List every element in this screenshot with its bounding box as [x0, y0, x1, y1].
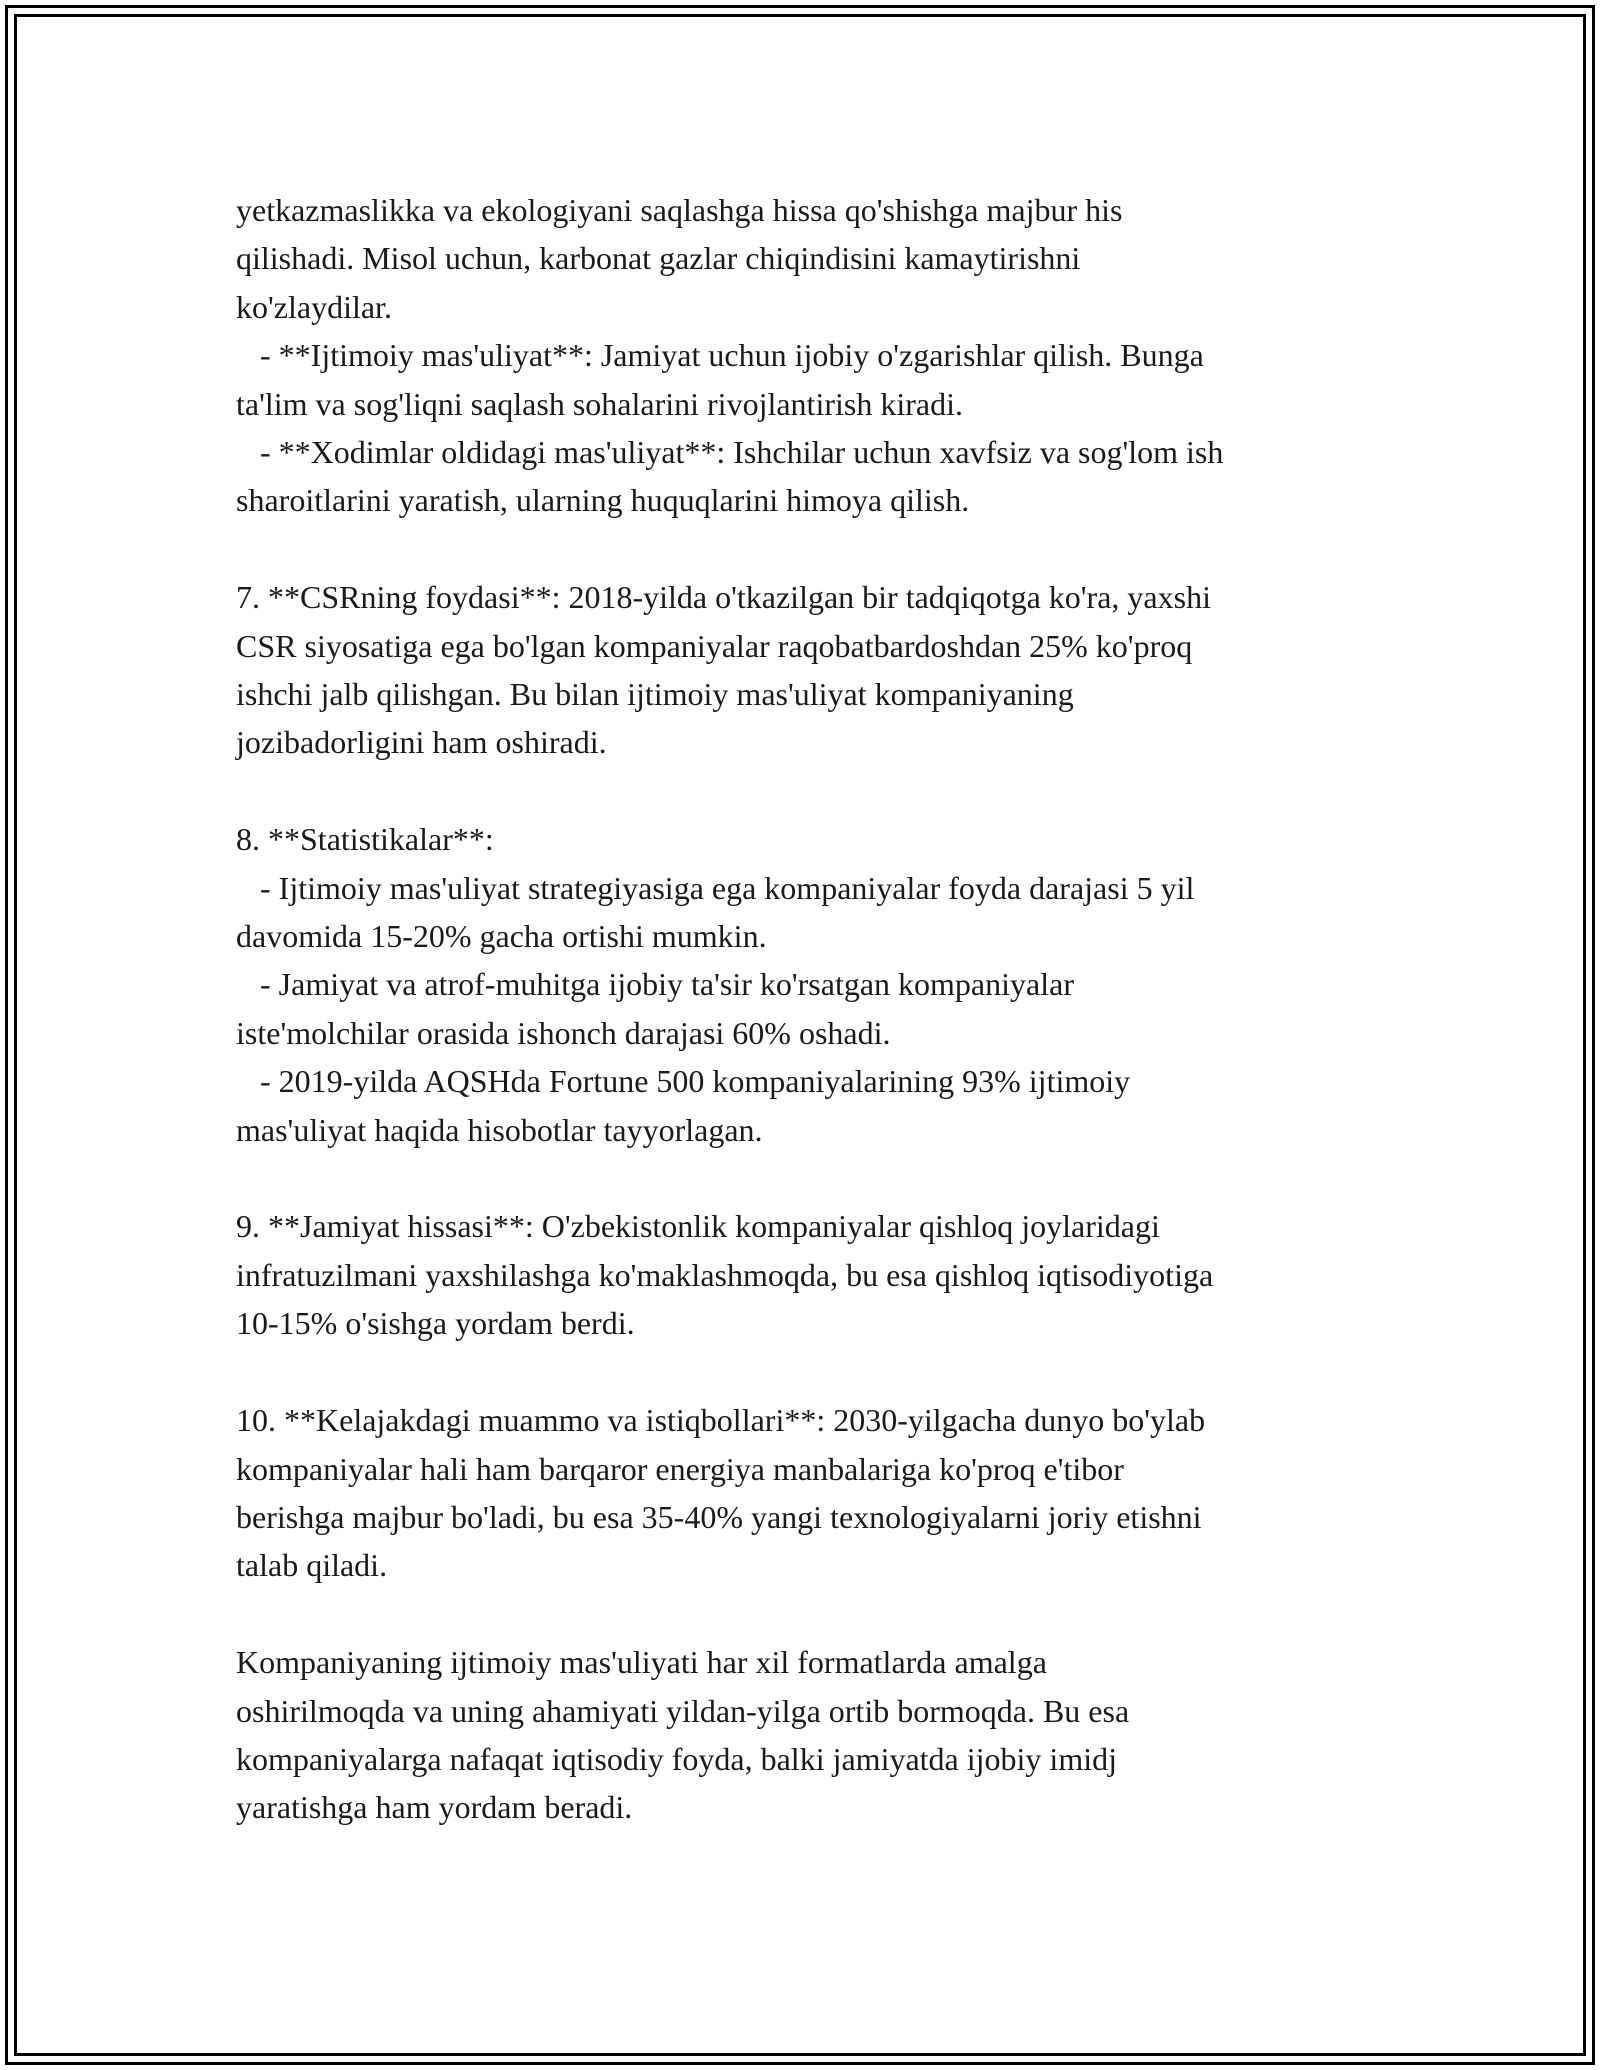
text-line: ko'zlaydilar. [236, 288, 392, 325]
text-line: - Ijtimoiy mas'uliyat strategiyasiga ega kompaniyalar foyda darajasi 5 yil [236, 869, 1195, 906]
text-line: - 2019-yilda AQSHda Fortune 500 kompaniyalarining 93% ijtimoiy [236, 1063, 1131, 1100]
text-line: 9. **Jamiyat hissasi**: O'zbekistonlik kompaniyalar qishloq joylaridagi [236, 1208, 1160, 1245]
text-line: 7. **CSRning foydasi**: 2018-yilda o'tkazilgan bir tadqiqotga ko'ra, yaxshi [236, 579, 1211, 616]
text-line: - **Ijtimoiy mas'uliyat**: Jamiyat uchun ijobiy o'zgarishlar qilish. Bunga [236, 337, 1204, 374]
text-line: talab qiladi. [236, 1547, 388, 1584]
text-line: kompaniyalarga nafaqat iqtisodiy foyda, balki jamiyatda ijobiy imidj [236, 1740, 1117, 1777]
text-line: jozibadorligini ham oshiradi. [236, 724, 607, 761]
text-line: - Jamiyat va atrof-muhitga ijobiy ta'sir ko'rsatgan kompaniyalar [236, 966, 1074, 1003]
text-line: infratuzilmani yaxshilashga ko'maklashmoqda, bu esa qishloq iqtisodiyotiga [236, 1256, 1214, 1293]
text-line: CSR siyosatiga ega bo'lgan kompaniyalar raqobatbardoshdan 25% ko'proq [236, 627, 1193, 664]
text-line: yetkazmaslikka va ekologiyani saqlashga hissa qo'shishga majbur his [236, 192, 1123, 228]
text-line: oshirilmoqda va uning ahamiyati yildan-yilga ortib bormoqda. Bu esa [236, 1692, 1130, 1729]
text-line: iste'molchilar orasida ishonch darajasi 60% oshadi. [236, 1014, 891, 1051]
blank-line [236, 1590, 1386, 1638]
document-body [236, 186, 1386, 1832]
text-line: 10-15% o'sishga yordam berdi. [236, 1305, 635, 1342]
text-line: qilishadi. Misol uchun, karbonat gazlar chiqindisini kamaytirishni [236, 240, 1081, 277]
text-line: - **Xodimlar oldidagi mas'uliyat**: Ishchilar uchun xavfsiz va sog'lom ish [236, 434, 1224, 471]
text-line: sharoitlarini yaratish, ularning huquqlarini himoya qilish. [236, 482, 970, 519]
text-line: ishchi jalb qilishgan. Bu bilan ijtimoiy mas'uliyat kompaniyaning [236, 676, 1074, 713]
text-line: davomida 15-20% gacha ortishi mumkin. [236, 918, 767, 955]
text-line: kompaniyalar hali ham barqaror energiya manbalariga ko'proq e'tibor [236, 1450, 1124, 1487]
text-line: 10. **Kelajakdagi muammo va istiqbollari**: 2030-yilgacha dunyo bo'ylab [236, 1402, 1206, 1439]
text-line: berishga majbur bo'ladi, bu esa 35-40% yangi texnologiyalarni joriy etishni [236, 1498, 1202, 1535]
text-line: ta'lim va sog'liqni saqlash sohalarini rivojlantirish kiradi. [236, 385, 963, 422]
blank-line [236, 1348, 1386, 1396]
blank-line [236, 525, 1386, 573]
text-line: Kompaniyaning ijtimoiy mas'uliyati har xil formatlarda amalga [236, 1644, 1047, 1681]
text-line: yaratishga ham yordam beradi. [236, 1789, 633, 1826]
blank-line [236, 767, 1386, 815]
text-line: 8. **Statistikalar**: [236, 821, 494, 858]
text-line: mas'uliyat haqida hisobotlar tayyorlagan. [236, 1111, 763, 1148]
blank-line [236, 1154, 1386, 1202]
